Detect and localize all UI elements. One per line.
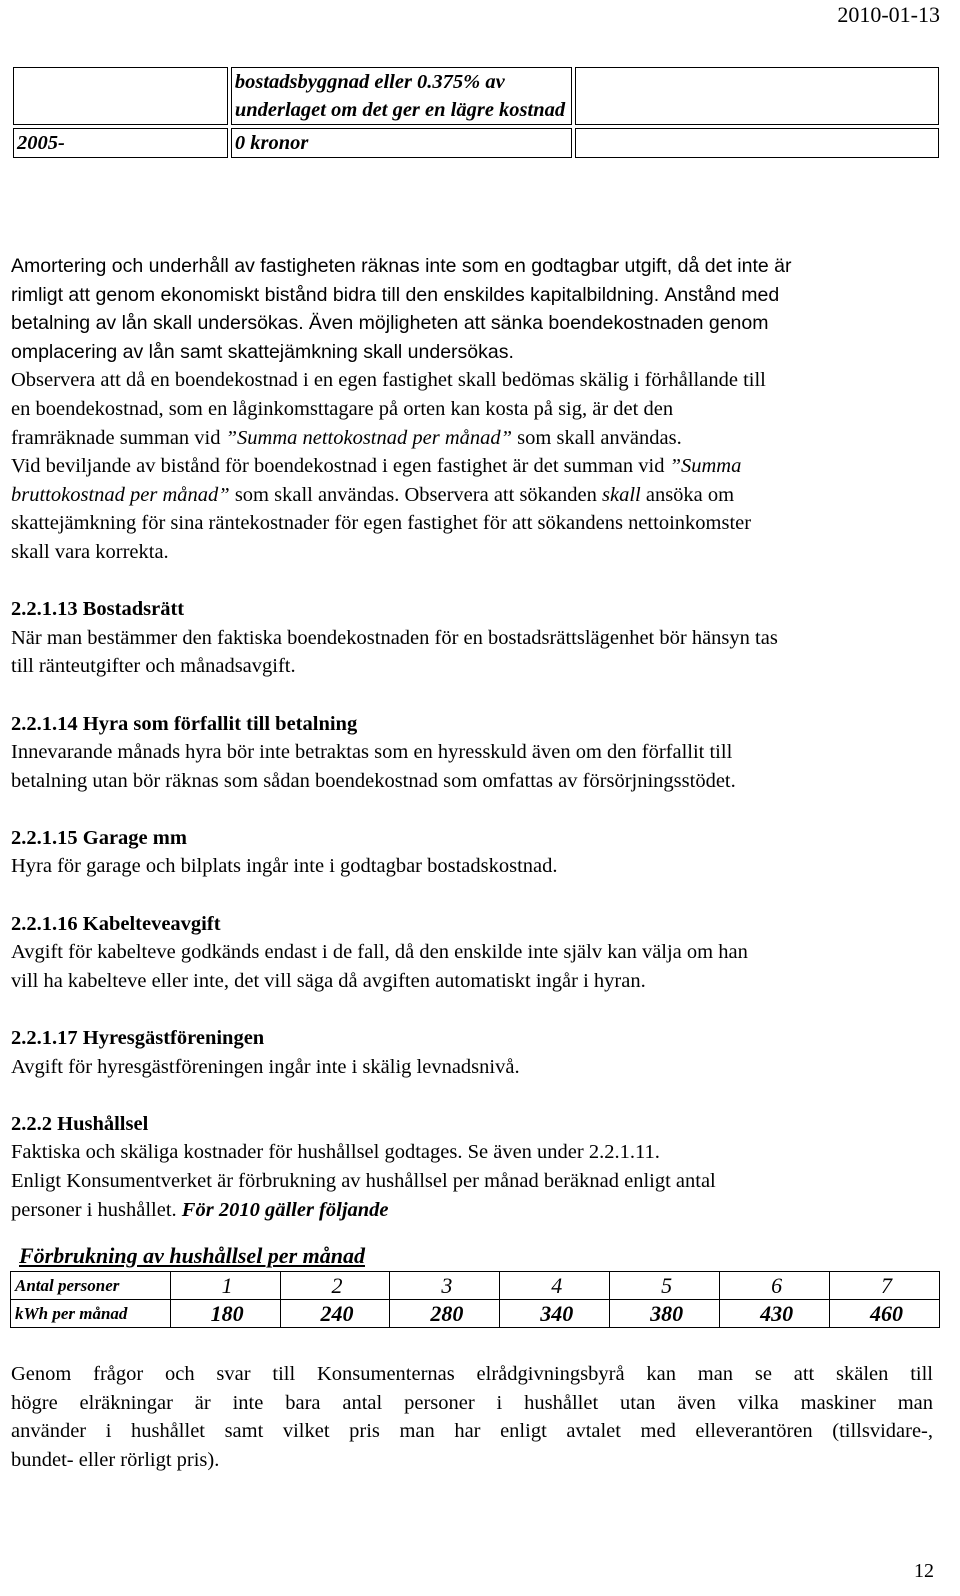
table-row	[11, 1272, 940, 1300]
table-cell: 5	[610, 1272, 720, 1300]
header-date: 2010-01-13	[837, 2, 940, 27]
text-line: en boendekostnad, som en låginkomsttagare på orten kan kosta på sig, är det den	[11, 397, 674, 420]
table-cell: 1	[170, 1272, 280, 1300]
table-cell: 4	[500, 1272, 610, 1300]
text-line: Genom frågor och svar till Konsumenternas elrådgivningsbyrå kan man se att skälen till	[11, 1363, 933, 1385]
text-line: framräknade summan vid ”Summa nettokostnad per månad” som skall användas.	[11, 426, 682, 449]
text-line: skattejämkning för sina räntekostnader för egen fastighet för att sökandens nettoinkomster	[11, 512, 752, 535]
text-line: bundet- eller rörligt pris).	[11, 1448, 220, 1471]
table-cell: 3	[390, 1272, 500, 1300]
section-kabelteve	[11, 910, 936, 996]
section-heading: 2.2.1.15 Garage mm	[11, 826, 187, 849]
table-row	[13, 67, 939, 125]
table-cell: 6	[720, 1272, 830, 1300]
cost-table	[10, 64, 942, 161]
section-hushallsel	[11, 1110, 936, 1224]
text-line: Faktiska och skäliga kostnader för hushållsel godtages. Se även under 2.2.1.11.	[11, 1141, 660, 1164]
text-line: Observera att då en boendekostnad i en egen fastighet skall bedömas skälig i förhållande till	[11, 369, 766, 392]
closing-paragraph	[11, 1360, 933, 1474]
text-line: Innevarande månads hyra bör inte betraktas som en hyresskuld även om den förfallit till	[11, 741, 733, 764]
section-heading: 2.2.1.17 Hyresgästföreningen	[11, 1027, 265, 1050]
text-line: rimligt att genom ekonomiskt bistånd bidra till den enskildes kapitalbildning. Anstånd med	[11, 283, 780, 306]
consumption-caption: Förbrukning av hushållsel per månad	[19, 1243, 365, 1268]
table-cell: 460	[830, 1300, 940, 1328]
table-cell: 7	[830, 1272, 940, 1300]
empty-cell	[575, 67, 939, 125]
paragraph-amortering	[11, 252, 936, 366]
text-line: Enligt Konsumentverket är förbrukning av hushållsel per månad beräknad enligt antal	[11, 1170, 716, 1192]
text-line: Hyra för garage och bilplats ingår inte i godtagbar bostadskostnad.	[11, 855, 558, 878]
period-cell	[13, 67, 228, 125]
section-hyresgastforeningen	[11, 1024, 936, 1081]
text-line: bruttokostnad per månad” som skall användas. Observera att sökanden skall ansöka om	[11, 483, 735, 506]
table-cell: 240	[280, 1300, 390, 1328]
row-label: Antal personer	[11, 1272, 171, 1300]
table-cell: 280	[390, 1300, 500, 1328]
text-line: till ränteutgifter och månadsavgift.	[11, 655, 296, 678]
table-cell: 2	[280, 1272, 390, 1300]
section-heading: 2.2.2 Hushållsel	[11, 1112, 149, 1135]
page-number: 12	[914, 1560, 934, 1582]
text-line: När man bestämmer den faktiska boendekostnaden för en bostadsrättslägenhet bör hänsyn tas	[11, 626, 778, 649]
text-line: Avgift för hyresgästföreningen ingår inte i skälig levnadsnivå.	[11, 1055, 520, 1078]
row-label: kWh per månad	[11, 1300, 171, 1328]
table-cell: 180	[170, 1300, 280, 1328]
empty-cell	[575, 128, 939, 158]
section-heading: 2.2.1.16 Kabelteveavgift	[11, 912, 221, 935]
text-line: betalning av lån skall undersökas. Även möjligheten att sänka boendekostnaden genom	[11, 312, 769, 335]
text-line: betalning utan bör räknas som sådan boendekostnad som omfattas av försörjningsstödet.	[11, 769, 736, 792]
section-heading: 2.2.1.14 Hyra som förfallit till betalning	[11, 712, 358, 735]
table-row	[13, 128, 939, 158]
text-line: Avgift för kabelteve godkänds endast i de fall, då den enskilde inte själv kan välja om han	[11, 941, 748, 964]
text-line: vill ha kabelteve eller inte, det vill säga då avgiften automatiskt ingår i hyran.	[11, 969, 646, 992]
section-bostadsratt	[11, 595, 936, 681]
section-hyra	[11, 710, 936, 796]
text-line: använder i hushållet samt vilket pris man har enligt avtalet med elleverantören (tillsvidare-,	[11, 1420, 933, 1443]
section-garage	[11, 824, 936, 881]
text-line: Amortering och underhåll av fastigheten räknas inte som en godtagbar utgift, då det inte är	[11, 255, 792, 277]
table-row	[11, 1300, 940, 1328]
table-cell: 430	[720, 1300, 830, 1328]
text-line: omplacering av lån samt skattejämkning skall undersökas.	[11, 340, 514, 363]
paragraph-observera	[11, 366, 936, 566]
consumption-table	[10, 1271, 940, 1328]
text-line: personer i hushållet. För 2010 gäller följande	[11, 1198, 389, 1221]
amount-cell: 0 kronor	[231, 128, 573, 158]
section-heading: 2.2.1.13 Bostadsrätt	[11, 598, 185, 621]
table-cell: 340	[500, 1300, 610, 1328]
text-line: skall vara korrekta.	[11, 540, 169, 563]
table-cell: 380	[610, 1300, 720, 1328]
body-text	[11, 252, 936, 1224]
text-line: högre elräkningar är inte bara antal personer i hushållet utan även vilka maskiner man	[11, 1391, 933, 1414]
period-cell: 2005-	[13, 128, 228, 158]
amount-cell: bostadsbyggnad eller 0.375% av underlaget om det ger en lägre kostnad	[231, 67, 573, 125]
text-line: Vid beviljande av bistånd för boendekostnad i egen fastighet är det summan vid ”Summa	[11, 455, 742, 478]
